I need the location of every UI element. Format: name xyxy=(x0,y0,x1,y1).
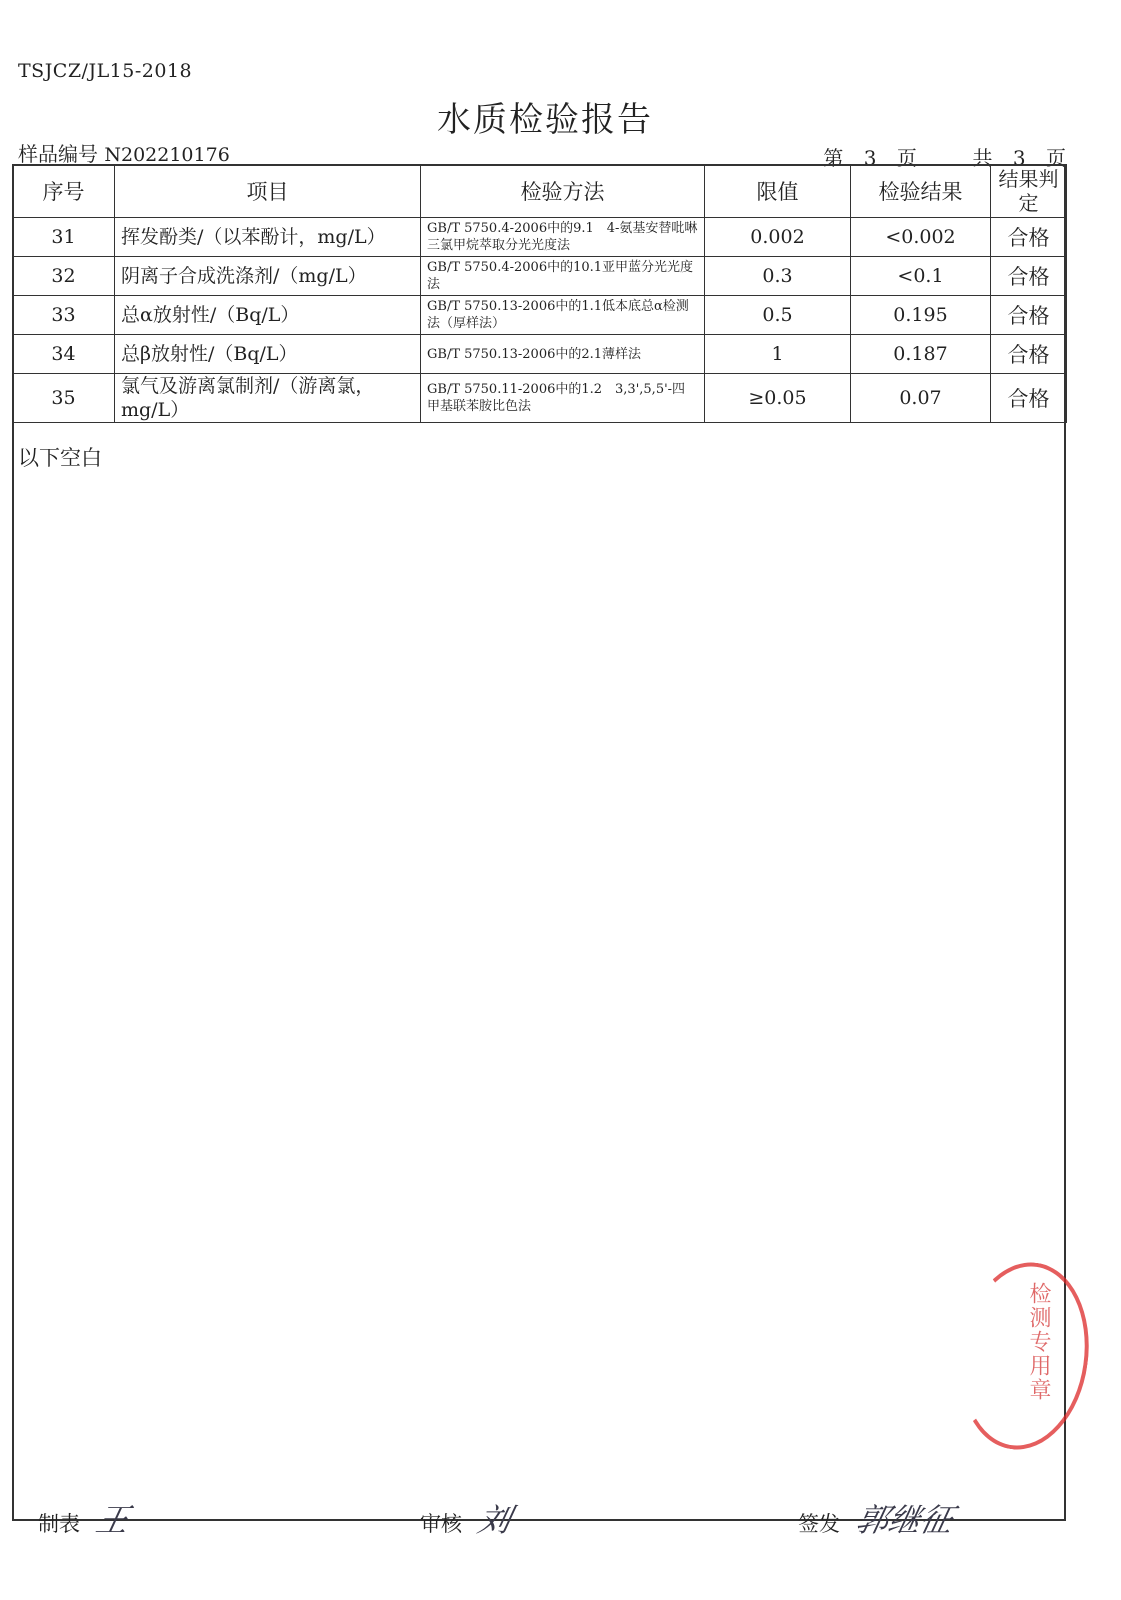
table-row xyxy=(13,218,1067,257)
cell-item: 总β放射性/（Bq/L） xyxy=(115,335,421,374)
form-code: TSJCZ/JL15-2018 xyxy=(18,60,193,82)
maker-signoff xyxy=(38,1495,133,1541)
table-row xyxy=(13,257,1067,296)
reviewer-signature: 刘 xyxy=(474,1501,515,1539)
cell-item: 总α放射性/（Bq/L） xyxy=(115,296,421,335)
total-label-suffix: 页 xyxy=(1046,146,1067,170)
cell-method: GB/T 5750.4-2006中的10.1亚甲蓝分光光度法 xyxy=(421,257,705,296)
cell-result: 0.195 xyxy=(851,296,991,335)
below-blank-note: 以下空白 xyxy=(18,446,102,470)
cell-item: 氯气及游离氯制剂/（游离氯，mg/L） xyxy=(115,374,421,423)
sample-number: N202210176 xyxy=(104,144,230,166)
cell-limit: 0.002 xyxy=(705,218,851,257)
col-header-item: 项目 xyxy=(115,165,421,218)
cell-method: GB/T 5750.11-2006中的1.2 3,3',5,5'-四甲基联苯胺比色法 xyxy=(421,374,705,423)
cell-result: <0.002 xyxy=(851,218,991,257)
cell-judgement: 合格 xyxy=(991,335,1067,374)
page-label-suffix: 页 xyxy=(896,146,918,170)
cell-result: <0.1 xyxy=(851,257,991,296)
cell-limit: 0.3 xyxy=(705,257,851,296)
cell-no: 31 xyxy=(13,218,115,257)
cell-method: GB/T 5750.13-2006中的2.1薄样法 xyxy=(421,335,705,374)
col-header-method: 检验方法 xyxy=(421,165,705,218)
cell-result: 0.07 xyxy=(851,374,991,423)
cell-limit: 0.5 xyxy=(705,296,851,335)
cell-limit: 1 xyxy=(705,335,851,374)
cell-item: 阴离子合成洗涤剂/（mg/L） xyxy=(115,257,421,296)
col-header-result: 检验结果 xyxy=(851,165,991,218)
cell-limit: ≥0.05 xyxy=(705,374,851,423)
total-label-prefix: 共 xyxy=(972,146,994,170)
maker-signature: 王 xyxy=(92,1501,133,1539)
table-row xyxy=(13,374,1067,423)
cell-no: 35 xyxy=(13,374,115,423)
maker-label: 制表 xyxy=(38,1512,80,1536)
table-row xyxy=(13,335,1067,374)
cell-no: 34 xyxy=(13,335,115,374)
table-row xyxy=(13,296,1067,335)
cell-judgement: 合格 xyxy=(991,374,1067,423)
cell-judgement: 合格 xyxy=(991,257,1067,296)
page-label-prefix: 第 xyxy=(823,146,845,170)
cell-judgement: 合格 xyxy=(991,296,1067,335)
sample-number-line xyxy=(18,138,230,167)
cell-result: 0.187 xyxy=(851,335,991,374)
page-current: 3 xyxy=(863,146,878,170)
issuer-signoff xyxy=(798,1495,957,1541)
issuer-signature: 郭继征 xyxy=(852,1501,957,1539)
report-title: 水质检验报告 xyxy=(437,100,653,140)
col-header-limit: 限值 xyxy=(705,165,851,218)
col-header-no: 序号 xyxy=(13,165,115,218)
cell-no: 32 xyxy=(13,257,115,296)
cell-no: 33 xyxy=(13,296,115,335)
page-total: 3 xyxy=(1012,146,1027,170)
reviewer-signoff xyxy=(420,1495,515,1541)
cell-method: GB/T 5750.4-2006中的9.1 4-氨基安替吡啉三氯甲烷萃取分光光度法 xyxy=(421,218,705,257)
cell-item: 挥发酚类/（以苯酚计，mg/L） xyxy=(115,218,421,257)
issuer-label: 签发 xyxy=(798,1512,840,1536)
cell-judgement: 合格 xyxy=(991,218,1067,257)
col-header-judgement: 结果判定 xyxy=(991,165,1067,218)
cell-method: GB/T 5750.13-2006中的1.1低本底总α检测法（厚样法） xyxy=(421,296,705,335)
sample-label: 样品编号 xyxy=(18,142,98,166)
reviewer-label: 审核 xyxy=(420,1512,462,1536)
table-header-row xyxy=(13,165,1067,218)
results-table xyxy=(12,164,1067,423)
seal-text: 检测专用章 xyxy=(1026,1282,1051,1402)
